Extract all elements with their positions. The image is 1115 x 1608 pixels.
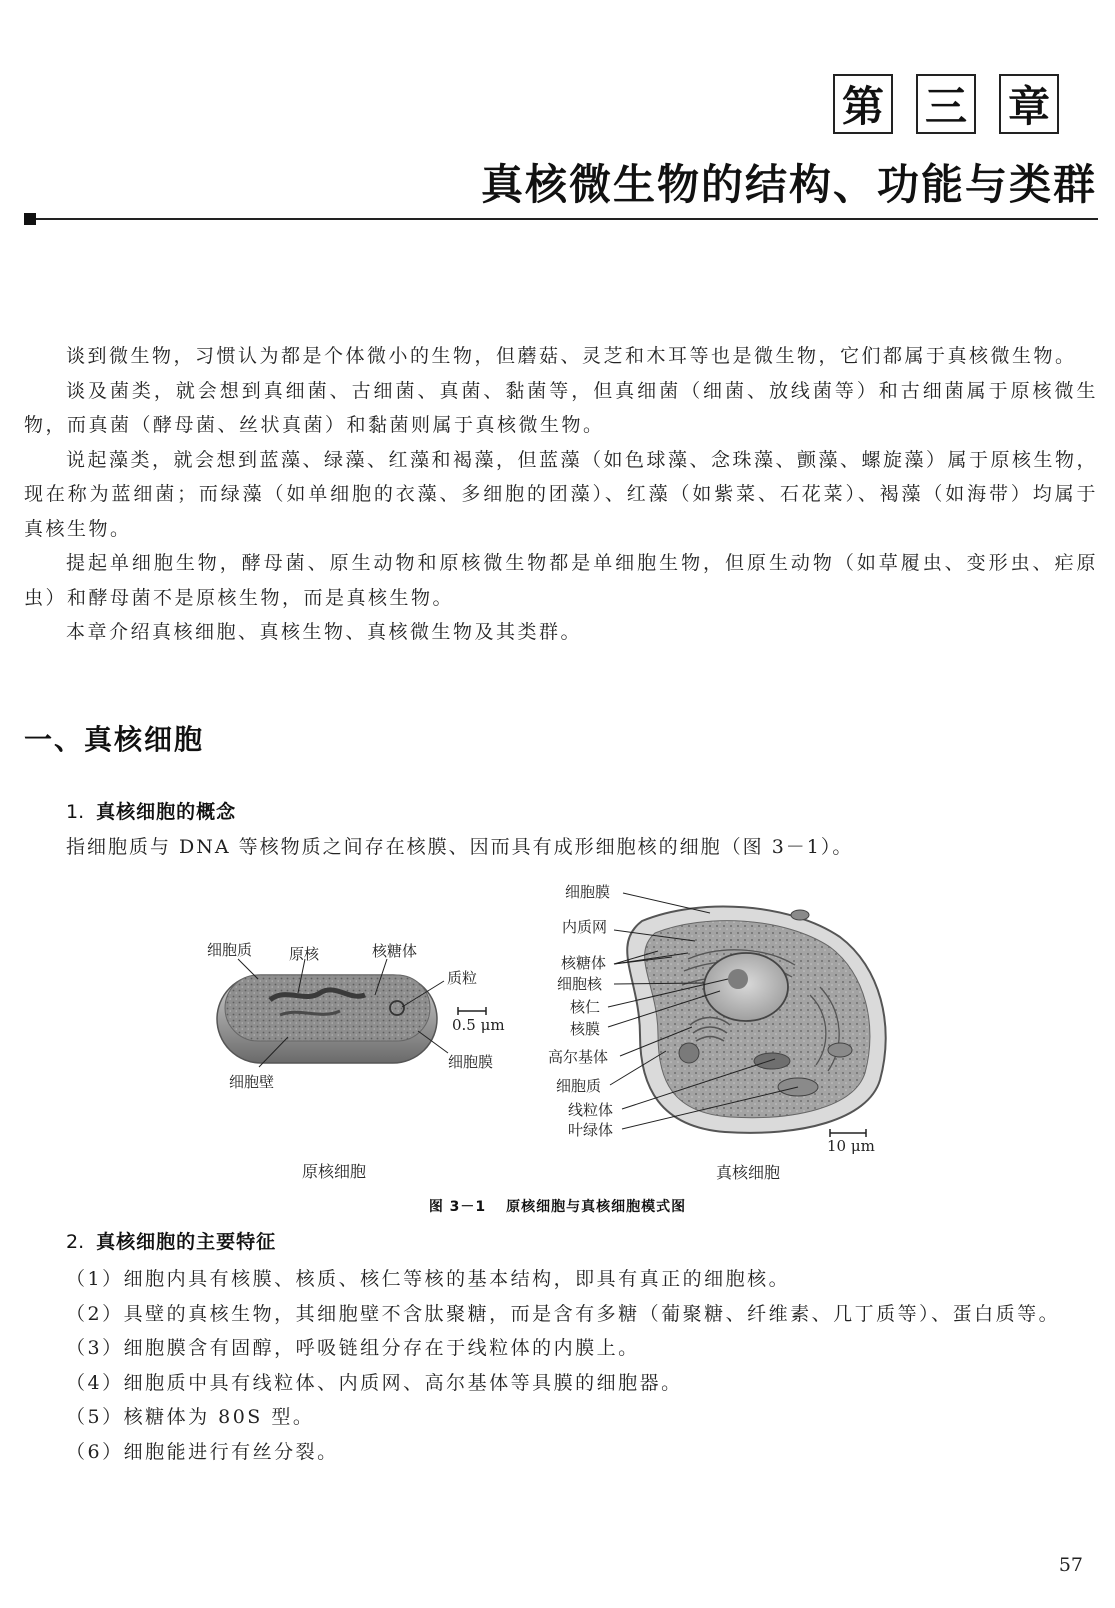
label-mitochondrion: 线粒体 (568, 1101, 614, 1119)
feature-item: （4）细胞质中具有线粒体、内质网、高尔基体等具膜的细胞器。 (66, 1371, 683, 1394)
subsection-heading (66, 797, 236, 824)
chapter-label-char: 章 (1007, 82, 1050, 131)
label-nucleolus: 核仁 (570, 998, 601, 1016)
label-nuclear-envelope: 核膜 (570, 1020, 601, 1038)
chapter-label-char: 三 (924, 82, 967, 131)
intro-paragraph: 提起单细胞生物，酵母菌、原生动物和原核微生物都是单细胞生物，但原生动物（如草履虫、变形虫、疟原虫）和酵母菌不是原核生物，而是真核生物。 (24, 552, 1098, 609)
intro-paragraph: 说起藻类，就会想到蓝藻、绿藻、红藻和褐藻，但蓝藻（如色球藻、念珠藻、颤藻、螺旋藻）属于原核生物，现在称为蓝细菌；而绿藻（如单细胞的衣藻、多细胞的团藻）、红藻（如紫菜、石花菜）、褐藻（如海带）均属于真核生物。 (24, 448, 1099, 540)
eukaryote-subtitle: 真核细胞 (716, 1163, 781, 1182)
feature-item: （6）细胞能进行有丝分裂。 (66, 1440, 339, 1463)
label-cell-membrane: 细胞膜 (565, 883, 611, 901)
eukaryote-scale-label: 10 μm (827, 1137, 875, 1155)
subsection-title: 真核细胞的主要特征 (96, 1231, 277, 1253)
label-nucleoid: 原核 (289, 945, 320, 963)
intro-paragraph: 谈及菌类，就会想到真细菌、古细菌、真菌、黏菌等，但真细菌（细菌、放线菌等）和古细菌属于原核微生物，而真菌（酵母菌、丝状真菌）和黏菌则属于真核微生物。 (24, 379, 1098, 436)
label-nucleus: 细胞核 (557, 975, 603, 993)
chapter-label-char: 第 (841, 82, 884, 131)
feature-item: （1）细胞内具有核膜、核质、核仁等核的基本结构，即具有真正的细胞核。 (66, 1268, 791, 1290)
label-cytoplasm: 细胞质 (207, 941, 253, 959)
feature-item: （3）细胞膜含有固醇，呼吸链组分存在于线粒体的内膜上。 (66, 1337, 640, 1359)
prokaryotic-cell-illustration (217, 975, 437, 1063)
label-cytoplasm: 细胞质 (556, 1077, 602, 1095)
feature-item: （2）具壁的真核生物，其细胞壁不含肽聚糖，而是含有多糖（葡聚糖、纤维素、几丁质等）、蛋白质等。 (66, 1302, 1061, 1325)
section-heading: 一、真核细胞 (24, 723, 205, 756)
subsection-heading (66, 1227, 276, 1254)
intro-text (24, 339, 1098, 650)
subsection-number: 1. (66, 801, 85, 823)
chapter-title: 真核微生物的结构、功能与类群 (480, 160, 1097, 209)
feature-item: （5）核糖体为 80S 型。 (66, 1406, 315, 1428)
label-golgi: 高尔基体 (548, 1048, 609, 1066)
figure-caption-number: 图 3－1 (428, 1199, 487, 1215)
prokaryote-scale-bar (458, 1007, 486, 1015)
page-number: 57 (1058, 1554, 1083, 1576)
intro-paragraph: 谈到微生物，习惯认为都是个体微小的生物，但蘑菇、灵芝和木耳等也是微生物，它们都属于真核微生物。 (66, 345, 1077, 367)
figure-caption (0, 1196, 1115, 1216)
definition-paragraph: 指细胞质与 DNA 等核物质之间存在核膜、因而具有成形细胞核的细胞（图 3－1）。 (66, 836, 854, 858)
header-rule-marker (24, 213, 36, 225)
label-plasmid: 质粒 (447, 969, 478, 987)
cell-diagram-figure (190, 875, 910, 1195)
intro-paragraph: 本章介绍真核细胞、真核生物、真核微生物及其类群。 (66, 621, 583, 643)
features-list (24, 1262, 1098, 1469)
prokaryote-subtitle: 原核细胞 (302, 1162, 367, 1181)
prokaryote-scale-label: 0.5 μm (452, 1016, 505, 1034)
header-rule (24, 218, 1098, 220)
eukaryote-scale-bar (830, 1129, 866, 1137)
label-chloroplast: 叶绿体 (568, 1121, 614, 1139)
label-endoplasmic-reticulum: 内质网 (562, 918, 608, 936)
figure-caption-text: 原核细胞与真核细胞模式图 (506, 1199, 687, 1215)
label-cell-wall: 细胞壁 (229, 1073, 275, 1091)
label-ribosome: 核糖体 (561, 954, 607, 972)
chapter-label-box (833, 74, 893, 134)
eukaryotic-cell-illustration (627, 906, 885, 1132)
subsection-number: 2. (66, 1231, 85, 1253)
chapter-label-box (916, 74, 976, 134)
label-cell-membrane: 细胞膜 (448, 1053, 494, 1071)
label-ribosome: 核糖体 (372, 942, 418, 960)
subsection-title: 真核细胞的概念 (96, 801, 237, 823)
chapter-label-box (999, 74, 1059, 134)
